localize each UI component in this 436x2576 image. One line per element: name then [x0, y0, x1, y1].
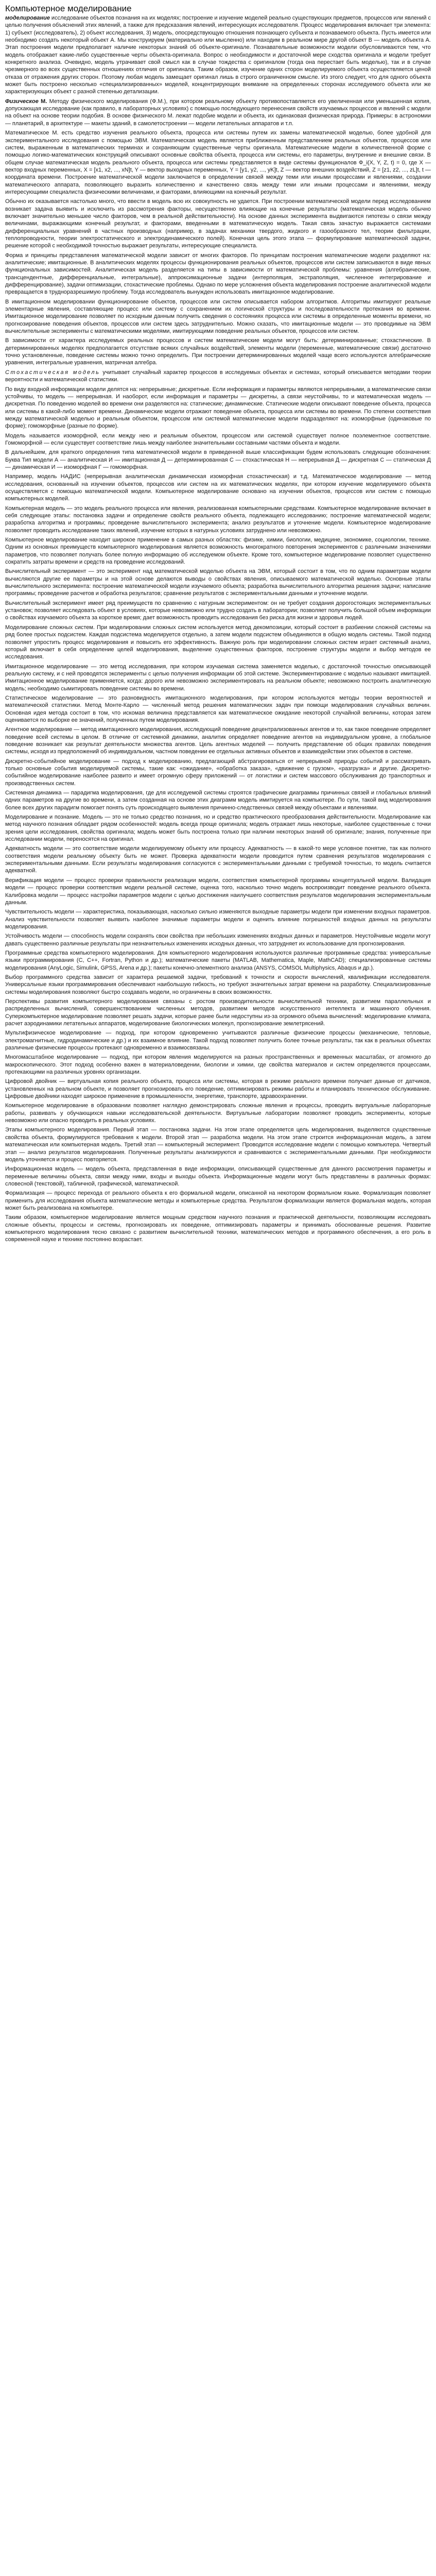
paragraph-text: Дискретно-событийное моделирование — подход к моделированию, предлагающий абстрагироваться от непрерывной природы событий и рассматривать только основные события моделируемой системы, такие как: «ожидание», «обработка заказа», «движение с грузом», «разгрузка» и другие. Дискретно-событийное моделирование наиболее развито и имеет огромную сферу приложений — от логистики и систем массового обслуживания до транспортных и производственных систем.	[5, 758, 431, 787]
paragraph-text: Модель называется изоморфной, если между нею и реальным объектом, процессом или системой существует полное поэлементное соответствие. Гомоморфной — если существует соответствие лишь между наиболее значительными составными частями объекта и модели.	[5, 432, 431, 446]
paragraph-text: Мультифизическое моделирование — подход, при котором одновременно учитываются различные физические процессы (механические, тепловые, электромагнитные, гидродинамические и др.) и их взаимное влияние. Такой подход позволяет получить более точные результаты, так как в реальных объектах различные физические процессы протекают одновременно и взаимосвязаны.	[5, 1030, 431, 1052]
paragraph	[5, 998, 431, 1027]
paragraph	[5, 663, 431, 692]
paragraph	[5, 1165, 431, 1188]
paragraph	[5, 974, 431, 996]
paragraph-text: Моделирование и познание. Модель — это не только средство познания, но и средство практического преобразования действительности. Моделирование как метод научного познания обладает рядом особенностей: модель всегда проще оригинала; модель отражает лишь некоторые, наиболее существенные с точки зрения цели исследования, свойства оригинала; модель может быть построена только при наличии некоторых знаний об оригинале; знания, полученные при исследовании модели, переносятся на оригинал.	[5, 814, 431, 843]
paragraph	[5, 14, 431, 96]
paragraph	[5, 789, 431, 811]
paragraph-text: Компьютерная модель — это модель реального процесса или явления, реализованная компьютерными средствами. Компьютерное моделирование включает в себя следующие этапы: постановка задачи и определение свойств реального объекта, подлежащего исследованию; построение математической модели; разработка алгоритма и программы; проведение вычислительного эксперимента; анализ результатов и уточнение модели. Компьютерное моделирование позволяет проводить исследование таких явлений, изучение которых в натурных условиях затруднено или невозможно.	[5, 505, 431, 534]
paragraph-text: Вычислительный эксперимент имеет ряд преимуществ по сравнению с натурным экспериментом: он не требует создания дорогостоящих экспериментальных установок; позволяет исследовать объект в условиях, которые невозможно или трудно создать в лаборатории; позволяет получить большой объем информации о свойствах изучаемого объекта за короткое время; дает возможность проводить исследования без риска для жизни и здоровья людей.	[5, 600, 431, 621]
paragraph	[5, 1190, 431, 1212]
page-title: Компьютерное моделирование	[5, 4, 132, 13]
paragraph	[5, 198, 431, 249]
paragraph-text: Системная динамика — парадигма моделирования, где для исследуемой системы строятся графические диаграммы причинных связей и глобальных влияний одних параметров на другие во времени, а затем созданная на основе этих диаграмм модель имитируется на компьютере. По сути, такой вид моделирования более всех других парадигм помогает понять суть происходящего выявления причинно-следственных связей между объектами и явлениями.	[5, 790, 431, 811]
paragraph	[5, 449, 431, 471]
paragraph	[5, 1054, 431, 1076]
paragraph-text: Многомасштабное моделирование — подход, при котором явления моделируются на разных пространственных и временных масштабах, от атомного до макроскопического. Этот подход особенно важен в материаловедении, биологии и химии, где свойства материалов и систем определяются процессами, протекающими на различных уровнях организации.	[5, 1054, 431, 1076]
paragraph	[5, 908, 431, 930]
document-body	[5, 14, 431, 1244]
paragraph	[5, 337, 431, 366]
paragraph-text: По виду входной информации модели делятся на: непрерывные; дискретные. Если информация и параметры являются непрерывными, а математические связи устойчивы, то модель — непрерывная. И наоборот, если информация и параметры — дискретны, а связи неустойчивы, то и математическая модель — дискретная. По поведению моделей во времени они разделяются на: статические; динамические. Статические модели описывают поведение объекта, процесса или системы в какой-либо момент времени. Динамические модели отражают поведение объекта, процесса или системы во времени. По степени соответствия между математической моделью и реальным объектом, процессом или системой математические модели подразделяют на: изоморфные (одинаковые по форме); гомоморфные (разные по форме).	[5, 386, 431, 430]
paragraph	[5, 933, 431, 947]
paragraph-text: Компьютерное моделирование находит широкое применение в самых разных областях: физике, химии, биологии, медицине, экономике, социологии, технике. Одним из основных преимуществ компьютерного моделирования является возможность многократного повторения экспериментов с различными значениями параметров, что позволяет получать более полную информацию об исследуемом объекте. Кроме того, компьютерное моделирование позволяет существенно сократить затраты времени и средств на проведение исследований.	[5, 537, 431, 566]
document-page	[0, 0, 436, 1250]
paragraph-spaced-term: Стохастическая модель	[5, 369, 100, 376]
paragraph	[5, 950, 431, 972]
paragraph	[5, 1102, 431, 1124]
paragraph-text: Агентное моделирование — метод имитационного моделирования, исследующий поведение децентрализованных агентов и то, как такое поведение определяет поведение всей системы в целом. В отличие от системной динамики, аналитик определяет поведение агентов на индивидуальном уровне, а глобальное поведение возникает как результат деятельности множества агентов. Цель агентных моделей — получить представление об общих правилах поведения системы, исходя из предположений об индивидуальном, частном поведении ее отдельных активных объектов и взаимодействии этих объектов в системе.	[5, 726, 431, 755]
paragraph-text: В имитационном моделировании функционирование объектов, процессов или систем описывается набором алгоритмов. Алгоритмы имитируют реальные элементарные явления, составляющие процесс или систему с сохранением их логической структуры и последовательности протекания во времени. Имитационное моделирование позволяет по исходным данным получить сведения о состояниях процесса или системы в определенные моменты времени, но прогнозирование поведения объектов, процессов или систем здесь затруднительно. Можно сказать, что имитационные модели — это проводимые на ЭВМ вычислительные эксперименты с математическими моделями, имитирующими поведение реальных объектов, процессов или систем.	[5, 298, 431, 335]
paragraph-text: Обычно их оказывается настолько много, что ввести в модель всю их совокупность не удается. При построении математической модели перед исследованием возникает задача выявить и исключить из рассмотрения факторы, несущественно влияющие на конечные результаты (математическая модель обычно включает значительно меньшее число факторов, чем в реальной действительности). На основе данных эксперимента выдвигаются гипотезы о связи между величинами, выражающими конечный результат, и факторами, введенными в математическую модель. Такая связь зачастую выражается системами дифференциальных уравнений в частных производных (например, в задачах механики твердого, жидкого и газообразного тел, теории фильтрации, теплопроводности, теории электростатического и электродинамического полей). Конечная цель этого этапа — формулирование математической задачи, решение которой с необходимой точностью выражает результаты, интересующие специалиста.	[5, 198, 431, 249]
paragraph-text: Статистическое моделирование — это разновидность имитационного моделирования, при котором используются методы теории вероятностей и математической статистики. Метод Монте-Карло — численный метод решения математических задач при помощи моделирования случайных величин. Основная идея метода состоит в том, что искомая величина представляется как математическое ожидание некоторой случайной величины, которая затем оценивается по выборке ее значений, полученных путем моделирования.	[5, 694, 431, 723]
paragraph	[5, 758, 431, 787]
paragraph-text: исследование объектов познания на их моделях; построение и изучение моделей реально существующих предметов, процессов или явлений с целью получения объяснений этих явлений, а также для предсказания явлений, интересующих исследователя. Процесс моделирования включает три элемента: 1) субъект (исследователь), 2) объект исследования, 3) модель, опосредствующую отношения познающего субъекта и познаваемого объекта. Пусть имеется или необходимо создать некоторый объект А. Мы конструируем (материально или мысленно) или находим в реальном мире другой объект В — модель объекта А. Этап построения модели предполагает наличие некоторых знаний об объекте-оригинале. Познавательные возможности модели обусловливаются тем, что модель отображает какие-либо существенные черты объекта-оригинала. Вопрос о необходимости и достаточной мере сходства оригинала и модели требует конкретного анализа. Очевидно, модель утрачивает свой смысл как в случае тождества с оригиналом (тогда она перестает быть моделью), так и в случае чрезмерного во всех существенных отношениях отличия от оригинала. Таким образом, изучение одних сторон моделируемого объекта осуществляется ценой отказа от отражения других сторон. Поэтому любая модель замещает оригинал лишь в строго ограниченном смысле. Из этого следует, что для одного объекта может быть построено несколько «специализированных» моделей, концентрирующих внимание на определенных сторонах исследуемого объекта или же характеризующих объект с разной степенью детализации.	[5, 15, 431, 95]
paragraph	[5, 877, 431, 906]
paragraph	[5, 694, 431, 724]
paragraph-lead-term: Физическое	[5, 98, 39, 105]
paragraph	[5, 386, 431, 430]
paragraph-text: Методу физического моделирования (Ф.М.), при котором реальному объекту противопоставляется его увеличенная или уменьшенная копия, допускающая исследование (как правило, в лабораторных условиях) с помощью последующего перенесения свойств изучаемых процессов и явлений с модели на объект на основе теории подобия. В основе физического М. лежат подобие модели и объекта, их одинаковая физическая природа. Примеры: в астрономии — планетарий, в архитектуре — макеты зданий, в самолетостроении — модели летательных аппаратов и т.п.	[5, 98, 431, 127]
paragraph	[5, 536, 431, 566]
paragraph	[5, 129, 431, 196]
paragraph	[5, 369, 431, 384]
paragraph-text: Формализация — процесс перехода от реального объекта к его формальной модели, описанной на некотором формальном языке. Формализация позволяет применить для исследования объекта математические методы и компьютерные средства. Результатом формализации является формальная модель, которая может быть реализована на компьютере.	[5, 1190, 431, 1211]
paragraph	[5, 1078, 431, 1100]
paragraph	[5, 1029, 431, 1052]
paragraph	[5, 624, 431, 661]
paragraph	[5, 845, 431, 874]
paragraph-text: Программные средства компьютерного моделирования. Для компьютерного моделирования используются различные программные средства: универсальные языки программирования (C, C++, Fortran, Python и др.); математические пакеты (MATLAB, Mathematica, Maple, MathCAD); специализированные системы моделирования (AnyLogic, Simulink, GPSS, Arena и др.); пакеты конечно-элементного анализа (ANSYS, COMSOL Multiphysics, Abaqus и др.).	[5, 950, 431, 971]
paragraph-text: Адекватность модели — это соответствие модели моделируемому объекту или процессу. Адекватность — в какой-то мере условное понятие, так как полного соответствия модели реальному объекту быть не может. Проверка адекватности модели проводится путем сравнения результатов моделирования с экспериментальными данными. Если результаты моделирования согласуются с экспериментальными данными с требуемой точностью, то модель считается адекватной.	[5, 845, 431, 874]
paragraph-lead-term: моделирование	[5, 15, 50, 21]
paragraph-text: Перспективы развития компьютерного моделирования связаны с ростом производительности вычислительной техники, развитием параллельных и распределенных вычислений, совершенствованием численных методов, развитием методов искусственного интеллекта и машинного обучения. Суперкомпьютерное моделирование позволяет решать задачи, которые ранее были недоступны из-за огромного объема вычислений: моделирование климата, расчет аэродинамики летательных аппаратов, моделирование биологических молекул, прогнозирование землетрясений.	[5, 998, 431, 1027]
paragraph	[5, 600, 431, 622]
paragraph	[5, 814, 431, 843]
paragraph-text: Чувствительность модели — характеристика, показывающая, насколько сильно изменяются выходные параметры модели при изменении входных параметров. Анализ чувствительности позволяет выявить наиболее значимые параметры модели и оценить влияние погрешностей входных данных на результаты моделирования.	[5, 909, 431, 930]
paragraph	[5, 473, 431, 502]
paragraph	[5, 568, 431, 597]
paragraph-text: Форма и принципы представления математической модели зависит от многих факторов. По принципам построения математические модели разделяют на: аналитические; имитационные. В аналитических моделях процессы функционирования реальных объектов, процессов или систем записываются в виде явных функциональных зависимостей. Аналитическая модель разделяется на типы в зависимости от математической проблемы: уравнения (алгебраические, трансцендентные, дифференциальные, интегральные), аппроксимационные задачи (интерполяция, экстраполяция, численное интегрирование и дифференцирование), задачи оптимизации, стохастические проблемы. Однако по мере усложнения объекта моделирования построение аналитической модели превращается в трудноразрешимую проблему. Тогда исследователь вынужден использовать имитационное моделирование.	[5, 252, 431, 296]
paragraph-text: Устойчивость модели — способность модели сохранять свои свойства при небольших изменениях входных данных и параметров. Неустойчивые модели могут давать существенно различные результаты при незначительных изменениях исходных данных, что затрудняет их использование для прогнозирования.	[5, 933, 431, 947]
paragraph-lead-suffix: М.	[38, 98, 47, 105]
paragraph-text: Выбор программного средства зависит от характера решаемой задачи, требований к точности и скорости вычислений, квалификации исследователя. Универсальные языки программирования обеспечивают наибольшую гибкость, но требуют значительных затрат времени на разработку. Специализированные системы моделирования позволяют быстро создавать модели, но ограничены в своих возможностях.	[5, 974, 431, 995]
paragraph-text: Этапы компьютерного моделирования. Первый этап — постановка задачи. На этом этапе определяется цель моделирования, выделяются существенные свойства объекта, формулируются требования к модели. Второй этап — разработка модели. На этом этапе строится информационная модель, а затем математическая или компьютерная модель. Третий этап — компьютерный эксперимент. Проводится исследование модели с помощью компьютера. Четвертый этап — анализ результатов моделирования. Полученные результаты анализируются и сравниваются с экспериментальными данными. При необходимости модель уточняется и процесс повторяется.	[5, 1127, 431, 1163]
paragraph-text: Цифровой двойник — виртуальная копия реального объекта, процесса или системы, которая в режиме реального времени получает данные от датчиков, установленных на реальном объекте, и позволяет прогнозировать его поведение, оптимизировать режимы работы и планировать техническое обслуживание. Цифровые двойники находят широкое применение в промышленности, энергетике, транспорте, здравоохранении.	[5, 1078, 431, 1100]
paragraph	[5, 726, 431, 755]
paragraph-text: Математическое М. есть средство изучения реального объекта, процесса или системы путем их замены математической моделью, более удобной для экспериментального исследования с помощью ЭВМ. Математическая модель является приближенным представлением реальных объектов, процессов или систем, выраженным в математических терминах и сохраняющим существенные черты оригинала. Математические модели в количественной форме с помощью логико-математических конструкций описывают основные свойства объекта, процесса или системы, его параметры, внутренние и внешние связи. В общем случае математическая модель реального объекта, процесса или системы представляется в виде системы функционалов Ф_i(X, Y, Z, t) = 0, где X — вектор входных переменных, X = [x1, x2, ..., xN]t, Y — вектор выходных переменных, Y = [y1, y2, ..., yK]t, Z — вектор внешних воздействий, Z = [z1, z2, ..., zL]t, t — координата времени. Построение математической модели заключается в определении связей между теми или иными процессами и явлениями, создании математического аппарата, позволяющего выразить количественно и качественно связь между теми или иными процессами и явлениями, между интересующими специалиста физическими величинами, и факторами, влияющими на конечный результат.	[5, 130, 431, 195]
paragraph	[5, 252, 431, 296]
paragraph-text: Имитационное моделирование — это метод исследования, при котором изучаемая система заменяется моделью, с достаточной точностью описывающей реальную систему, и с ней проводятся эксперименты с целью получения информации об этой системе. Экспериментирование с моделью называют имитацией. Имитационное моделирование применяется, когда: дорого или невозможно экспериментировать на реальном объекте; невозможно построить аналитическую модель; необходимо сымитировать поведение системы во времени.	[5, 663, 431, 692]
paragraph-text: Компьютерное моделирование в образовании позволяет наглядно демонстрировать сложные явления и процессы, проводить виртуальные лабораторные работы, развивать у обучающихся навыки исследовательской деятельности. Виртуальные лаборатории позволяют проводить эксперименты, которые невозможно или опасно проводить в реальных условиях.	[5, 1103, 431, 1124]
paragraph	[5, 1126, 431, 1163]
paragraph-text: Вычислительный эксперимент — это эксперимент над математической моделью объекта на ЭВМ, который состоит в том, что по одним параметрам модели вычисляются другие ее параметры и на этой основе делаются выводы о свойствах явления, описываемого математической моделью. Основные этапы вычислительного эксперимента: построение математической модели изучаемого объекта; разработка вычислительного алгоритма решения задачи; написание программы; проведение расчетов и обработка результатов; сравнение результатов с экспериментальными данными и уточнение модели.	[5, 568, 431, 597]
paragraph-text: В дальнейшем, для краткого определения типа математической модели в приведенной выше классификации будем использовать следующие обозначения: Буква Тип модели А — аналитическая И — имитационная Д — детерминированная С — стохастическая Н — непрерывная Д — дискретная С — статическая Д — динамическая И — изоморфная Г — гомоморфная.	[5, 449, 431, 470]
paragraph-text: В зависимости от характера исследуемых реальных процессов и систем математические модели могут быть: детерминированные; стохастические. В детерминированных моделях предполагается отсутствие всяких случайных воздействий, элементы модели (переменные, математические связи) достаточно точно установленные, поведение системы можно точно определить. При построении детерминированных моделей чаще всего используются алгебраические уравнения, интегральные уравнения, матричная алгебра.	[5, 337, 431, 366]
paragraph-text: Верификация модели — процесс проверки правильности реализации модели, соответствия компьютерной программы концептуальной модели. Валидация модели — процесс проверки соответствия модели реальной системе, оценка того, насколько точно модель воспроизводит поведение реального объекта. Калибровка модели — процесс настройки параметров модели с целью достижения наилучшего соответствия результатов моделирования экспериментальным данным.	[5, 877, 431, 906]
paragraph-text: учитывает случайный характер процессов в исследуемых объектах и системах, который описывается методами теории вероятности и математической статистики.	[5, 369, 431, 383]
paragraph	[5, 98, 431, 127]
paragraph-text: Таким образом, компьютерное моделирование является мощным средством научного познания и практической деятельности, позволяющим исследовать сложные объекты, процессы и системы, прогнозировать их поведение, оптимизировать параметры и принимать обоснованные решения. Развитие компьютерного моделирования тесно связано с развитием вычислительной техники, математических методов и программного обеспечения, а его роль в современной науке и технике постоянно возрастает.	[5, 1214, 431, 1243]
paragraph	[5, 505, 431, 534]
paragraph-text: Информационная модель — модель объекта, представленная в виде информации, описывающей существенные для данного рассмотрения параметры и переменные величины объекта, связи между ними, входы и выходы объекта. Информационные модели могут быть представлены в различных формах: словесной (текстовой), табличной, графической, математической.	[5, 1166, 431, 1187]
paragraph	[5, 1214, 431, 1243]
paragraph	[5, 432, 431, 447]
paragraph-text: Моделирование сложных систем. При моделировании сложных систем используется метод декомпозиции, который состоит в разбиении сложной системы на ряд более простых подсистем. Каждая подсистема моделируется отдельно, а затем модели подсистем объединяются в общую модель системы. Такой подход позволяет упростить процесс моделирования и повысить его эффективность. Важную роль при моделировании сложных систем играет системный анализ, который включает в себя определение целей моделирования, выделение существенных факторов, построение структуры модели и выбор методов ее исследования.	[5, 624, 431, 660]
paragraph	[5, 298, 431, 335]
paragraph-text: Например, модель НАДИС (непрерывная аналитическая динамическая изоморфная стохастическая) и т.д. Математическое моделирование — метод исследования, основанный на изучении объектов, процессов или систем на их математических моделях, при котором изучение моделируемого объекта осуществляется с помощью математической модели. Компьютерное моделирование основано на изучении объектов, процессов или систем с помощью компьютерных моделей.	[5, 473, 431, 502]
